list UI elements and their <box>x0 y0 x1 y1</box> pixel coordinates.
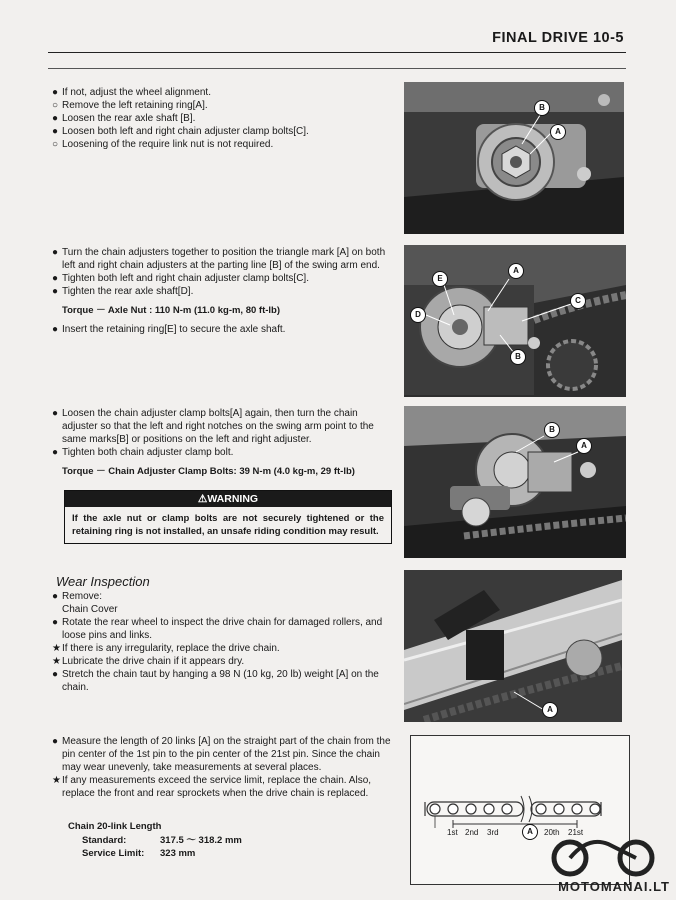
torque-spec: Torque － Axle Nut : 110 N-m (11.0 kg-m, 80 ft-lb) <box>62 305 281 316</box>
photo-chain-weight <box>404 570 622 722</box>
photo-axle-left-illustration <box>404 82 624 234</box>
callout-label: C <box>570 293 586 309</box>
callout-label: A <box>508 263 524 279</box>
list-item: ● Tighten the rear axle shaft[D]. <box>52 286 194 297</box>
list-item: ● Tighten both left and right chain adjuster clamp bolts[C]. <box>52 273 309 284</box>
spec-title: Chain 20-link Length <box>68 821 162 832</box>
photo-axle-left <box>404 82 624 234</box>
table-row <box>82 847 242 860</box>
photo-adjuster-marks <box>404 245 626 397</box>
header-rule-secondary <box>48 68 626 69</box>
torque-spec: Torque － Chain Adjuster Clamp Bolts: 39 N-m (4.0 kg-m, 29 ft-lb) <box>62 466 355 477</box>
warning-box <box>64 490 392 544</box>
pin-label: 3rd <box>487 828 499 837</box>
standard-value: 317.5 ～ 318.2 mm <box>160 835 242 846</box>
pin-label: 1st <box>447 828 458 837</box>
section-3-text <box>52 407 390 478</box>
list-item: ● Loosen the chain adjuster clamp bolts[A] again, then turn the chain adjuster so that the left and right notches on the swing arm point to the same marks[B] or positions on the left and right adjuster. <box>52 408 374 445</box>
watermark: MOTOMANAI.LT <box>558 879 670 894</box>
header-rule <box>48 52 626 53</box>
list-item: ● Turn the chain adjusters together to position the triangle mark [A] on both left and right chain adjusters at the parting line [B] of the swing arm end. <box>52 247 386 271</box>
callout-label: A <box>542 702 558 718</box>
callout-label: B <box>544 422 560 438</box>
limit-label: Service Limit: <box>82 848 145 859</box>
list-item: ● Insert the retaining ring[E] to secure the axle shaft. <box>52 324 286 335</box>
callout-label: D <box>410 307 426 323</box>
list-item: ○ Loosening of the require link nut is not required. <box>52 139 274 150</box>
list-item: ★ If any measurements exceed the service limit, replace the chain. Also, replace the front and rear sprockets when the drive chain is replaced. <box>52 775 372 799</box>
list-item: ★ If there is any irregularity, replace the drive chain. <box>52 643 280 654</box>
warning-text: If the axle nut or clamp bolts are not securely tightened or the retaining ring is not installed, an unsafe riding condition may result. <box>72 513 384 537</box>
section-2-text <box>52 246 392 336</box>
list-item: ★ Lubricate the drive chain if it appears dry. <box>52 656 245 667</box>
page-header-title: FINAL DRIVE 10-5 <box>492 30 624 46</box>
motorcycle-logo-icon <box>548 830 660 880</box>
list-item: ● Stretch the chain taut by hanging a 98 N (10 kg, 20 lb) weight [A] on the chain. <box>52 669 379 693</box>
photo-swing-arm-notches <box>404 406 626 558</box>
list-item: Chain Cover <box>62 604 118 615</box>
standard-label: Standard: <box>82 835 127 846</box>
limit-value: 323 mm <box>160 848 196 859</box>
list-item: ● Measure the length of 20 links [A] on the straight part of the chain from the pin center of the 1st pin to the pin center of the 21st pin. Since the chain may wear unevenly, take measurements at several places. <box>52 736 391 773</box>
section-1-text <box>52 86 392 151</box>
section-heading: Wear Inspection <box>56 574 150 589</box>
section-4-text <box>52 590 394 694</box>
list-item: ● Tighten both chain adjuster clamp bolt. <box>52 447 234 458</box>
callout-label: B <box>534 100 550 116</box>
list-item: ● Loosen the rear axle shaft [B]. <box>52 113 196 124</box>
list-item: ● Loosen both left and right chain adjuster clamp bolts[C]. <box>52 126 309 137</box>
callout-label: B <box>510 349 526 365</box>
pin-label: 2nd <box>465 828 479 837</box>
list-item: ● Remove: <box>52 591 103 602</box>
list-item: ○ Remove the left retaining ring[A]. <box>52 100 208 111</box>
list-item: ● If not, adjust the wheel alignment. <box>52 87 211 98</box>
warning-title: ⚠WARNING <box>65 491 391 507</box>
callout-label: E <box>432 271 448 287</box>
callout-label: A <box>550 124 566 140</box>
spec-table <box>82 834 242 860</box>
list-item: ● Rotate the rear wheel to inspect the drive chain for damaged rollers, and loose pins and links. <box>52 617 383 641</box>
pin-label: 21st <box>568 828 584 837</box>
pin-label: 20th <box>544 828 560 837</box>
table-row <box>82 834 242 847</box>
callout-label: A <box>522 824 538 840</box>
section-5-text <box>52 735 394 800</box>
photo-chain-weight-illustration <box>404 570 622 722</box>
photo-swing-arm-notches-illustration <box>404 406 626 558</box>
callout-label: A <box>576 438 592 454</box>
